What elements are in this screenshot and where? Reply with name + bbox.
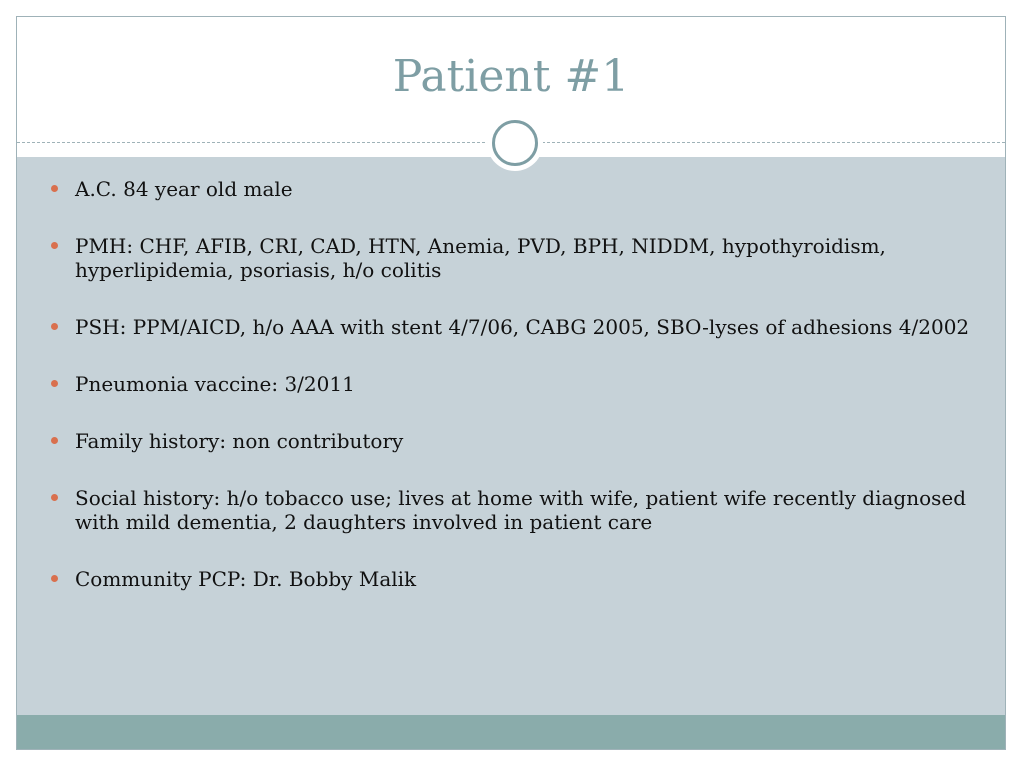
list-item [47, 315, 977, 339]
bullet-text: Community PCP: Dr. Bobby Malik [75, 567, 417, 591]
bullet-dot-icon [51, 494, 58, 501]
bullet-text: Social history: h/o tobacco use; lives at home with wife, patient wife recently diagnosed with mild dementia, 2 daughters involved in patient care [75, 486, 967, 534]
bullet-dot-icon [51, 323, 58, 330]
bullet-text: A.C. 84 year old male [75, 177, 293, 201]
bullet-text: Pneumonia vaccine: 3/2011 [75, 372, 355, 396]
circle-ring-icon [487, 115, 543, 171]
bullet-text: PMH: CHF, AFIB, CRI, CAD, HTN, Anemia, PVD, BPH, NIDDM, hypothyroidism, hyperlipidemia, psoriasis, h/o colitis [75, 234, 886, 282]
bullet-list [47, 177, 977, 624]
footer-band [17, 715, 1005, 749]
bullet-dot-icon [51, 380, 58, 387]
bullet-dot-icon [51, 185, 58, 192]
bullet-text: Family history: non contributory [75, 429, 404, 453]
list-item [47, 234, 977, 282]
bullet-text: PSH: PPM/AICD, h/o AAA with stent 4/7/06, CABG 2005, SBO-lyses of adhesions 4/2002 [75, 315, 970, 339]
circle-ring-inner [492, 120, 538, 166]
list-item [47, 372, 977, 396]
list-item [47, 429, 977, 453]
slide-title: Patient #1 [392, 51, 630, 102]
bullet-dot-icon [51, 437, 58, 444]
list-item [47, 567, 977, 591]
slide [16, 16, 1006, 750]
bullet-dot-icon [51, 242, 58, 249]
list-item [47, 177, 977, 201]
list-item [47, 486, 977, 534]
bullet-dot-icon [51, 575, 58, 582]
